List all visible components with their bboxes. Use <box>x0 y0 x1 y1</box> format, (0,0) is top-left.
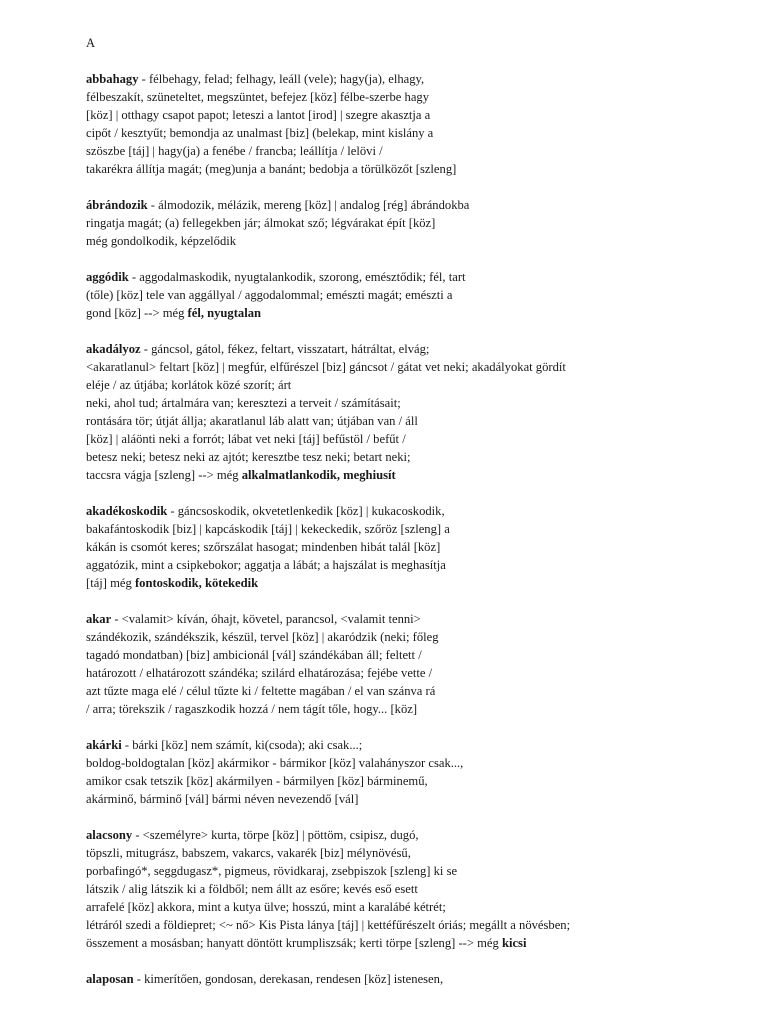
dictionary-entry <box>86 736 756 808</box>
entry-line <box>86 502 756 520</box>
entry-line <box>86 124 756 142</box>
entry-line <box>86 898 756 916</box>
entry-text: szöszbe [táj] | hagy(ja) a fenébe / francba; leállítja / lelövi / <box>86 144 383 158</box>
dictionary-entry <box>86 268 756 322</box>
entry-text: rontására tör; útját állja; akaratlanul láb alatt van; útjában van / áll <box>86 414 418 428</box>
entry-text: neki, ahol tud; ártalmára van; keresztezi a terveit / számításait; <box>86 396 401 410</box>
entry-text: [táj] még <box>86 576 135 590</box>
entry-headword: akadékoskodik <box>86 504 168 518</box>
entry-headword: abbahagy <box>86 72 139 86</box>
entry-line <box>86 304 756 322</box>
entry-line <box>86 106 756 124</box>
entry-line <box>86 574 756 592</box>
entry-text: kákán is csomót keres; szőrszálat hasogat; mindenben hibát talál [köz] <box>86 540 441 554</box>
entry-line <box>86 394 756 412</box>
entry-line <box>86 520 756 538</box>
entry-text: akárminő, bárminő [vál] bármi néven nevezendő [vál] <box>86 792 359 806</box>
entry-headword: alaposan <box>86 972 134 986</box>
entry-cross-reference: alkalmatlankodik, meghiusít <box>241 468 396 482</box>
entry-line <box>86 358 756 376</box>
entry-line <box>86 556 756 574</box>
entry-text: bakafántoskodik [biz] | kapcáskodik [táj] | kekeckedik, szőröz [szleng] a <box>86 522 450 536</box>
entry-line <box>86 268 756 286</box>
entry-text: porbafingó*, seggdugasz*, pigmeus, rövidkaraj, zsebpiszok [szleng] ki se <box>86 864 458 878</box>
dictionary-entry <box>86 826 756 952</box>
entry-text: - aggodalmaskodik, nyugtalankodik, szorong, emésztődik; fél, tart <box>128 270 466 284</box>
entry-text: összement a mosásban; hanyatt döntött krumpliszsák; kerti törpe [szleng] --> még <box>86 936 502 950</box>
entry-text: látszik / alig látszik ki a földből; nem állt az esőre; kevés eső esett <box>86 882 418 896</box>
entry-line <box>86 880 756 898</box>
entry-cross-reference: fél, nyugtalan <box>187 306 262 320</box>
entry-text: - félbehagy, felad; felhagy, leáll (vele); hagy(ja), elhagy, <box>138 72 425 86</box>
entry-line <box>86 340 756 358</box>
entry-text: arrafelé [köz] akkora, mint a kutya ülve; hosszú, mint a karalábé kétrét; <box>86 900 446 914</box>
entry-text: határozott / elhatározott szándéka; szilárd elhatározása; fejébe vette / <box>86 666 433 680</box>
entry-line <box>86 214 756 232</box>
entry-line <box>86 88 756 106</box>
entry-headword: ábrándozik <box>86 198 148 212</box>
entry-line <box>86 682 756 700</box>
entry-line <box>86 916 756 934</box>
entry-text: - gáncsol, gátol, fékez, feltart, visszatart, hátráltat, elvág; <box>140 342 430 356</box>
entry-line <box>86 430 756 448</box>
entry-headword: alacsony <box>86 828 133 842</box>
entry-text: még gondolkodik, képzelődik <box>86 234 237 248</box>
entry-line <box>86 664 756 682</box>
entry-line <box>86 736 756 754</box>
entry-text: boldog-boldogtalan [köz] akármikor - bármikor [köz] valahányszor csak..., <box>86 756 464 770</box>
entry-headword: aggódik <box>86 270 129 284</box>
entry-line <box>86 142 756 160</box>
entry-text: tagadó mondatban) [biz] ambicionál [vál] szándékában áll; feltett / <box>86 648 422 662</box>
entry-line <box>86 70 756 88</box>
entry-text: / arra; törekszik / ragaszkodik hozzá / nem tágít tőle, hogy... [köz] <box>86 702 418 716</box>
entry-text: aggatózik, mint a csipkebokor; aggatja a lábát; a hajszálat is meghasítja <box>86 558 446 572</box>
entry-text: - kimerítően, gondosan, derekasan, rendesen [köz] istenesen, <box>133 972 444 986</box>
entry-line <box>86 538 756 556</box>
entry-headword: akadályoz <box>86 342 141 356</box>
entry-line <box>86 376 756 394</box>
entry-line <box>86 844 756 862</box>
entry-text: ringatja magát; (a) fellegekben jár; álmokat sző; légvárakat épít [köz] <box>86 216 436 230</box>
entry-list <box>86 70 756 988</box>
dictionary-entry <box>86 610 756 718</box>
entry-line <box>86 610 756 628</box>
entry-cross-reference: fontoskodik, kötekedik <box>134 576 259 590</box>
entry-text: betesz neki; betesz neki az ajtót; keresztbe tesz neki; betart neki; <box>86 450 411 464</box>
entry-text: - <valamit> kíván, óhajt, követel, parancsol, <valamit tenni> <box>111 612 421 626</box>
entry-line <box>86 628 756 646</box>
entry-line <box>86 826 756 844</box>
entry-line <box>86 862 756 880</box>
entry-line <box>86 646 756 664</box>
dictionary-entry <box>86 196 756 250</box>
entry-line <box>86 466 756 484</box>
entry-line <box>86 790 756 808</box>
dictionary-entry <box>86 970 756 988</box>
entry-text: (tőle) [köz] tele van aggállyal / aggodalommal; emészti magát; emészti a <box>86 288 453 302</box>
entry-line <box>86 232 756 250</box>
entry-line <box>86 412 756 430</box>
dictionary-entry <box>86 70 756 178</box>
entry-text: - bárki [köz] nem számít, ki(csoda); aki csak...; <box>121 738 363 752</box>
entry-text: [köz] | aláönti neki a forrót; lábat vet neki [táj] befűstöl / befűt / <box>86 432 406 446</box>
entry-line <box>86 754 756 772</box>
entry-text: amikor csak tetszik [köz] akármilyen - bármilyen [köz] bárminemű, <box>86 774 428 788</box>
entry-text: takarékra állítja magát; (meg)unja a banánt; bedobja a törülközőt [szleng] <box>86 162 457 176</box>
entry-text: szándékozik, szándékszik, készül, tervel [köz] | akaródzik (neki; főleg <box>86 630 439 644</box>
entry-headword: akar <box>86 612 112 626</box>
entry-text: - álmodozik, mélázik, mereng [köz] | andalog [rég] ábrándokba <box>147 198 470 212</box>
entry-line <box>86 196 756 214</box>
entry-headword: akárki <box>86 738 122 752</box>
dictionary-entry <box>86 502 756 592</box>
entry-text: létráról szedi a földiepret; <~ nő> Kis Pista lánya [táj] | kettéfűrészelt óriás; megállt a növésben; <box>86 918 571 932</box>
entry-text: [köz] | otthagy csapot papot; leteszi a lantot [irod] | szegre akasztja a <box>86 108 431 122</box>
entry-text: eléje / az útjába; korlátok közé szorít; árt <box>86 378 292 392</box>
entry-line <box>86 286 756 304</box>
entry-line <box>86 970 756 988</box>
entry-text: cipőt / kesztyűt; bemondja az unalmast [biz] (belekap, mint kislány a <box>86 126 434 140</box>
entry-cross-reference: kicsi <box>501 936 527 950</box>
dictionary-entry <box>86 340 756 484</box>
entry-text: taccsra vágja [szleng] --> még <box>86 468 242 482</box>
entry-text: gond [köz] --> még <box>86 306 188 320</box>
entry-text: félbeszakít, szüneteltet, megszüntet, befejez [köz] félbe-szerbe hagy <box>86 90 430 104</box>
entry-line <box>86 160 756 178</box>
dictionary-page <box>86 34 756 1006</box>
entry-text: töpszli, mitugrász, babszem, vakarcs, vakarék [biz] mélynövésű, <box>86 846 411 860</box>
entry-line <box>86 700 756 718</box>
entry-line <box>86 772 756 790</box>
entry-text: azt tűzte maga elé / célul tűzte ki / feltette magában / el van szánva rá <box>86 684 436 698</box>
entry-line <box>86 448 756 466</box>
section-letter: A <box>86 36 96 50</box>
entry-text: - gáncsoskodik, okvetetlenkedik [köz] | kukacoskodik, <box>167 504 445 518</box>
entry-line <box>86 934 756 952</box>
entry-text: - <személyre> kurta, törpe [köz] | pöttöm, csipisz, dugó, <box>132 828 419 842</box>
entry-text: <akaratlanul> feltart [köz] | megfúr, elfűrészel [biz] gáncsot / gátat vet neki; akadályokat gördít <box>86 360 566 374</box>
